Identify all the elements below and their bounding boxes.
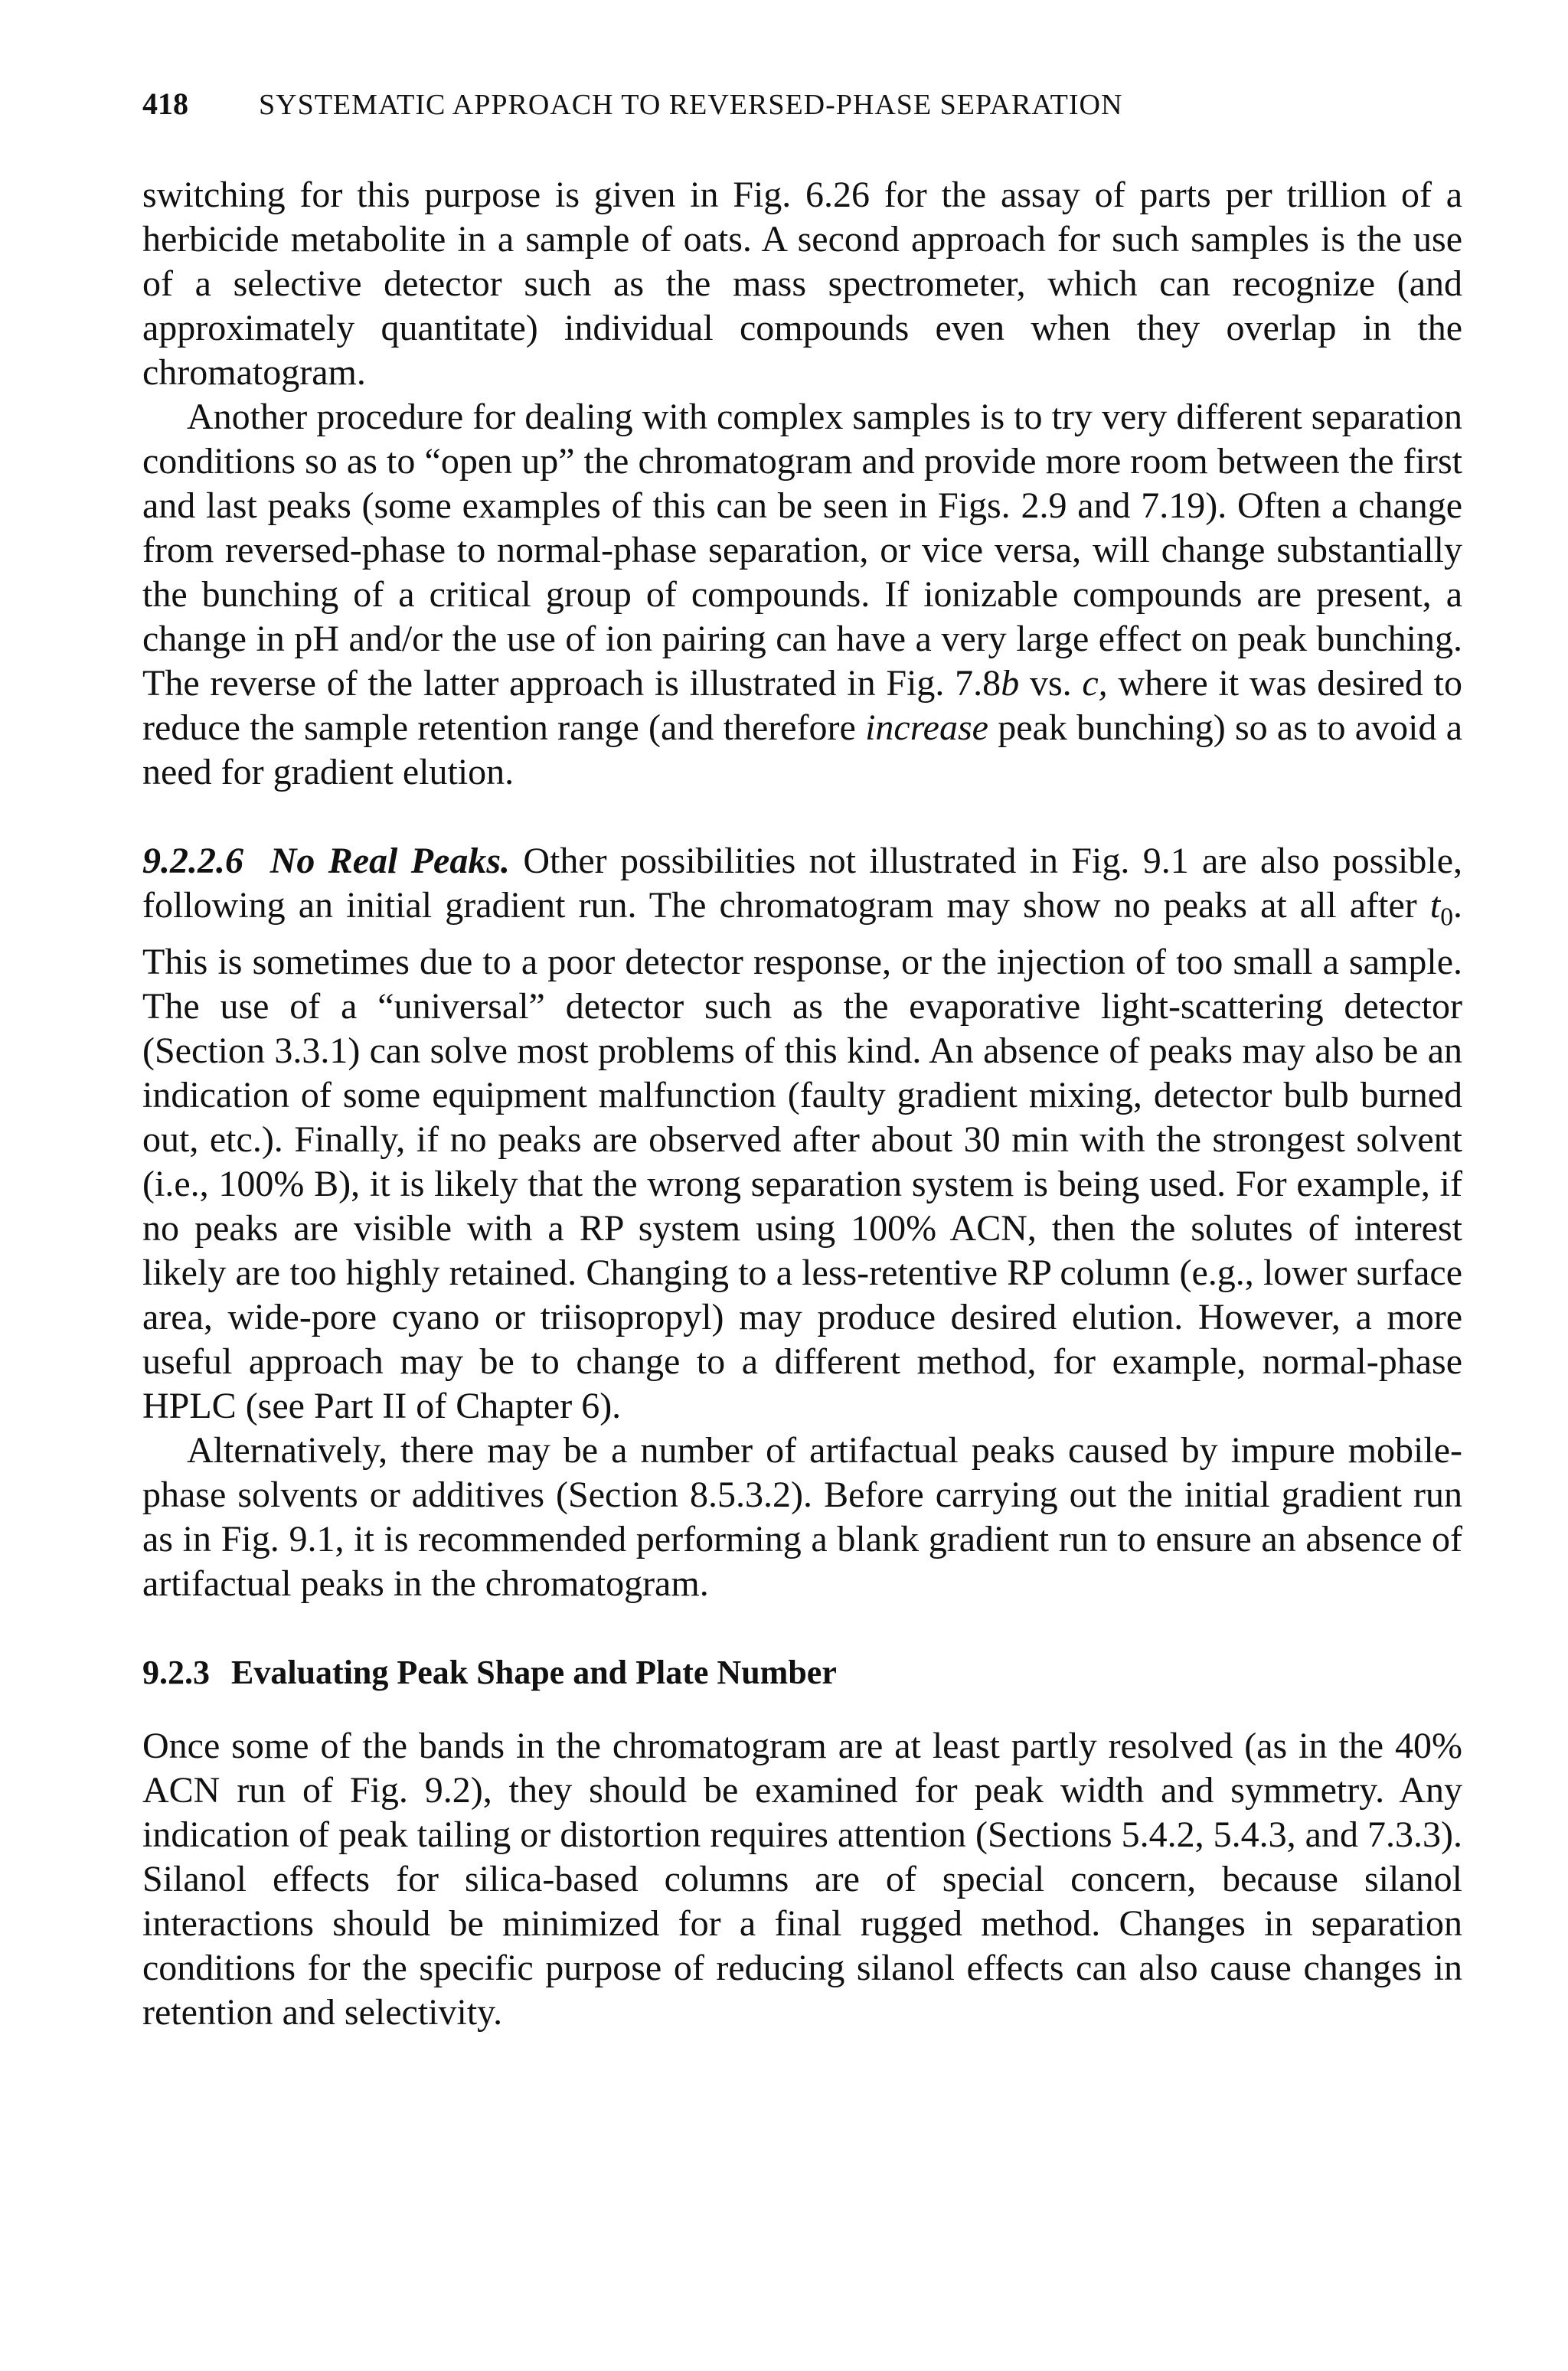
paragraph-continuation: switching for this purpose is given in Fig. 6.26 for the assay of parts per trillion of a herbicide metabolite in a sample of oats. A second approach for such samples is the use of a selective detector such as the mass spectrometer, which can recognize (and approximately quantitate) individual compounds even when they overlap in the chromatogram. (142, 175, 1462, 393)
paragraph-italic: increase (865, 707, 988, 748)
paragraph-peak-shape: Once some of the bands in the chromatogram are at least partly resolved (as in the 40% ACN run of Fig. 9.2), they should be examined for peak width and symmetry. Any indication of peak tailing or distortion requires attention (Sections 5.4.2, 5.4.3, and 7.3.3). Silanol effects for silica-based columns are of special concern, because silanol interactions should be minimized for a final rugged method. Changes in separation conditions for the specific purpose of reducing silanol effects can also cause changes in retention and selectivity. (142, 1725, 1462, 2033)
paragraph-complex-samples (142, 395, 1462, 795)
section-gap (142, 1606, 1462, 1651)
t-zero-symbol: t (1429, 885, 1441, 926)
section-title: Evaluating Peak Shape and Plate Number (231, 1653, 837, 1691)
t-zero-subscript: 0 (1440, 903, 1453, 932)
paragraph-no-real-peaks (142, 839, 1462, 1429)
paragraph-italic: b (1001, 663, 1020, 704)
paragraph-text: where it was desired to reduce the sample retention range (and therefore (142, 663, 1462, 748)
section-gap (142, 795, 1462, 839)
document-page (142, 86, 1462, 2035)
running-head (142, 86, 1462, 132)
paragraph-text: Another procedure for dealing with complex samples is to try very different separation conditions so as to “open up” the chromatogram and provide more room between the first and last peaks (some examples of this can be seen in Figs. 2.9 and 7.19). Often a change from reversed-phase to normal-phase separation, or vice versa, will change substantially the bunching of a critical group of compounds. If ionizable compounds are present, a change in pH and/or the use of ion pairing can have a very large effect on peak bunching. The reverse of the latter approach is illustrated in Fig. 7.8 (142, 397, 1462, 704)
running-title: SYSTEMATIC APPROACH TO REVERSED-PHASE SEPARATION (259, 89, 1123, 121)
subsection-title: No Real Peaks. (270, 841, 510, 881)
paragraph-text: . This is sometimes due to a poor detector response, or the injection of too small a sample. The use of a “universal” detector such as the evaporative light-scattering detector (Section 3.3.1) can solve most problems of this kind. An absence of peaks may also be an indication of some equipment malfunction (faulty gradient mixing, detector bulb burned out, etc.). Finally, if no peaks are observed after about 30 min with the strongest solvent (i.e., 100% B), it is likely that the wrong separation system is being used. For example, if no peaks are visible with a RP system using 100% ACN, then the solutes of interest likely are too highly retained. Changing to a less-retentive RP column (e.g., lower surface area, wide-pore cyano or triisopropyl) may produce desired elution. However, a more useful approach may be to change to a different method, for example, normal-phase HPLC (see Part II of Chapter 6). (142, 885, 1462, 1426)
section-heading (142, 1651, 1462, 1695)
page-number: 418 (142, 87, 188, 121)
subsection-number: 9.2.2.6 (142, 841, 243, 881)
paragraph-italic: c, (1082, 663, 1108, 704)
paragraph-text: Other possibilities not illustrated in Fig. 9.1 are also possible, following an initial gradient run. The chromatogram may show no peaks at all after (142, 841, 1462, 926)
paragraph-artifactual-peaks: Alternatively, there may be a number of artifactual peaks caused by impure mobile-phase solvents or additives (Section 8.5.3.2). Before carrying out the initial gradient run as in Fig. 9.1, it is recommended performing a blank gradient run to ensure an absence of artifactual peaks in the chromatogram. (142, 1429, 1462, 1604)
paragraph-text: peak bunching) so as to avoid a need for gradient elution. (142, 707, 1463, 792)
paragraph-text: vs. (1019, 663, 1083, 704)
section-number: 9.2.3 (142, 1653, 210, 1691)
